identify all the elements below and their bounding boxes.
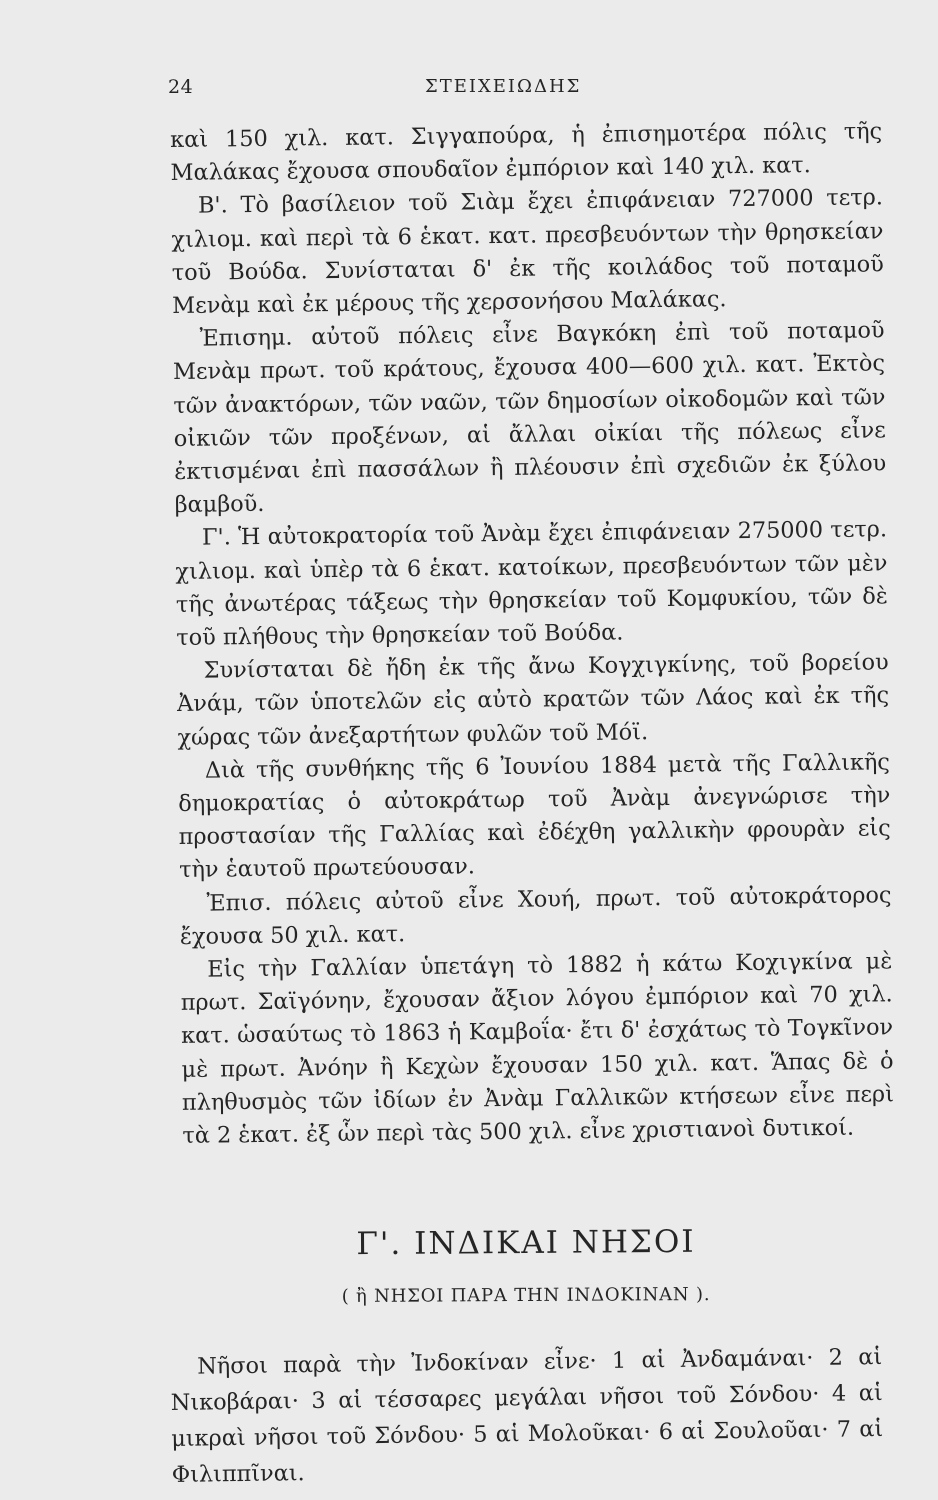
paragraph-treaty: Διὰ τῆς συνθήκης τῆς 6 Ἰουνίου 1884 μετὰ τῆς Γαλλικῆς δημοκρατίας ὁ αὐτοκράτωρ τοῦ Ἀνὰμ ἀνεγνώρισε τὴν προστασίαν τῆς Γαλλίας καὶ ἐδέχθη γαλλικὴν φρουρὰν εἰς τὴν ἑαυτοῦ πρωτεύουσαν. (178, 749, 891, 884)
paragraph-annam: Γ'. Ἡ αὐτοκρατορία τοῦ Ἀνὰμ ἔχει ἐπιφάνειαν 275000 τετρ. χιλιομ. καὶ ὑπὲρ τὰ 6 ἑκατ. κατοίκων, πρεσβευόντων τῶν μὲν τῆς ἀνωτέρας τάξεως τὴν θρησκείαν τοῦ Κομφυκίου, τῶν δὲ τοῦ πλήθους τὴν θρησκείαν τοῦ Βούδα. (175, 516, 888, 652)
paragraph-french-possessions: Εἰς τὴν Γαλλίαν ὑπετάγη τὸ 1882 ἡ κάτω Κοχιγκίνα μὲ πρωτ. Σαϊγόνην, ἔχουσαν ἄξιον λόγου ἐμπόριον καὶ 70 χιλ. κατ. ὡσαύτως τὸ 1863 ἡ Καμβοΐα· ἔτι δ' ἐσχάτως τὸ Τογκῖνον μὲ πρωτ. Ἀνόην ἢ Κεχὼν ἔχουσαν 150 χιλ. κατ. Ἅπας δὲ ὁ πληθυσμὸς τῶν ἰδίων ἐν Ἀνὰμ Γαλλικῶν κτήσεων εἶνε περὶ τὰ 2 ἑκατ. ἐξ ὧν περὶ τὰς 500 χιλ. εἶνε χριστιανοὶ δυτικοί. (180, 948, 895, 1150)
main-body-text (170, 115, 895, 1153)
section-title: Γ'. ΙΝΔΙΚΑΙ ΝΗΣΟΙ (356, 1224, 696, 1263)
page-header (0, 68, 938, 110)
paragraph-siam: Β'. Τὸ βασίλειον τοῦ Σιὰμ ἔχει ἐπιφάνειαν 727000 τετρ. χιλιομ. καὶ περὶ τὰ 6 ἑκατ. κατ. πρεσβευόντων τὴν θρησκείαν τοῦ Βούδα. Συνίσταται δ' ἐκ τῆς κοιλάδος τοῦ ποταμοῦ Μενὰμ καὶ ἐκ μέρους τῆς χερσονήσου Μαλάκας. (171, 184, 884, 320)
paragraph-siam-cities: Ἐπισημ. αὐτοῦ πόλεις εἶνε Βαγκόκη ἐπὶ τοῦ ποταμοῦ Μενὰμ πρωτ. τοῦ κράτους, ἔχουσα 400—600 χιλ. κατ. Ἐκτὸς τῶν ἀνακτόρων, τῶν ναῶν, τῶν δημοσίων οἰκοδομῶν καὶ τῶν οἰκιῶν τῶν προξένων, αἱ ἄλλαι οἰκίαι τῆς πόλεως εἶνε ἐκτισμέναι ἐπὶ πασσάλων ἢ πλέουσιν ἐπὶ σχεδιῶν ἐκ ξύλου βαμβοῦ. (172, 317, 887, 519)
paragraph-singapore: καὶ 150 χιλ. κατ. Σιγγαπούρα, ἡ ἐπισημοτέρα πόλις τῆς Μαλάκας ἔχουσα σπουδαῖον ἐμπόριον καὶ 140 χιλ. κατ. (170, 118, 883, 187)
paragraph-hue: Ἐπισ. πόλεις αὐτοῦ εἶνε Χουή, πρωτ. τοῦ αὐτοκράτορος ἔχουσα 50 χιλ. κατ. (179, 881, 892, 950)
page-number: 24 (168, 76, 194, 98)
running-head: ΣΤΕΙΧΕΙΩΔΗΣ (425, 76, 582, 97)
paragraph-islands: Νῆσοι παρὰ τὴν Ἰνδοκίναν εἶνε· 1 αἱ Ἀνδαμάναι· 2 αἱ Νικοβάραι· 3 αἱ τέσσαρες μεγάλαι νῆσοι τοῦ Σόνδου· 4 αἱ μικραὶ νῆσοι τοῦ Σόνδου· 5 αἱ Μολοῦκαι· 6 αἱ Σουλοῦαι· 7 αἱ Φιλιππῖναι. (170, 1344, 884, 1489)
section-body-text (170, 1339, 884, 1493)
section-subtitle: ( ἢ ΝΗΣΟΙ ΠΑΡΑ ΤΗΝ ΙΝΔΟΚΙΝΑΝ ). (341, 1284, 711, 1308)
paragraph-annam-composition: Συνίσταται δὲ ἤδη ἐκ τῆς ἄνω Κογχιγκίνης, τοῦ βορείου Ἀνάμ, τῶν ὑποτελῶν εἰς αὐτὸ κρατῶν τῶν Λάος καὶ ἐκ τῆς χώρας τῶν ἀνεξαρτήτων φυλῶν τοῦ Μόϊ. (176, 649, 890, 751)
